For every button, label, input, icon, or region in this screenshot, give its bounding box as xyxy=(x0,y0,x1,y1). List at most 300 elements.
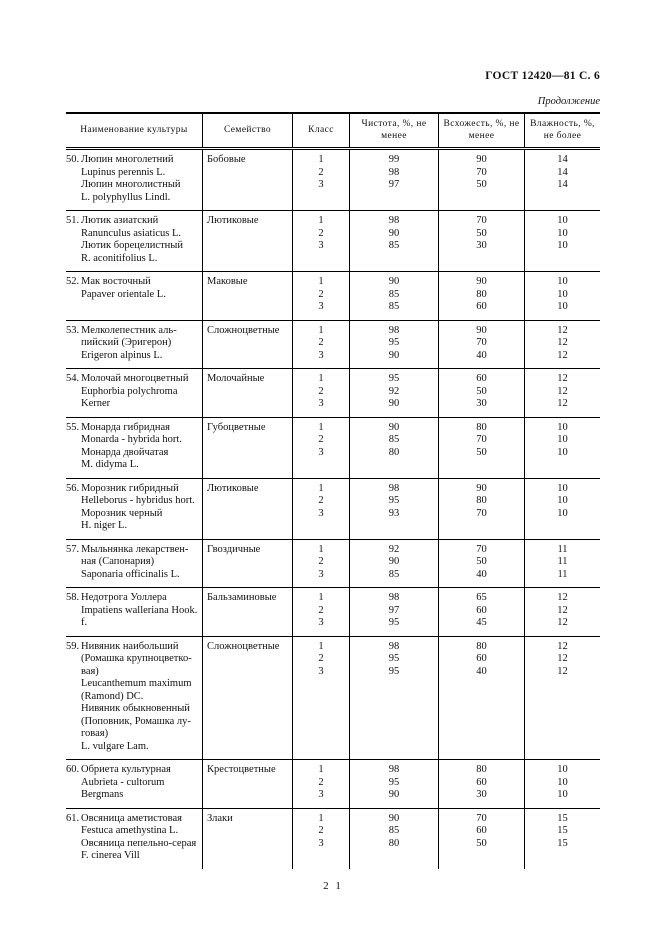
purity-value: 95 xyxy=(388,776,400,788)
culture-name-cell xyxy=(66,637,203,760)
family-cell xyxy=(203,540,293,588)
germination-cell xyxy=(439,369,525,417)
moisture-value: 14 xyxy=(557,154,568,165)
germination-value: 80 xyxy=(476,421,487,433)
germination-value: 40 xyxy=(476,568,487,580)
moisture-value: 12 xyxy=(557,349,568,361)
germination-value: 90 xyxy=(476,276,487,287)
germination-value: 90 xyxy=(476,154,487,165)
culture-name-cell xyxy=(66,211,203,271)
column-header-germination: Всхожесть, %, не менее xyxy=(439,114,525,147)
moisture-value: 11 xyxy=(557,568,568,580)
table-row xyxy=(66,587,600,636)
culture-name-line: Papaver orientale L. xyxy=(81,288,166,300)
moisture-value: 10 xyxy=(557,789,568,800)
purity-cell xyxy=(350,809,439,869)
classes-value: 3 xyxy=(318,837,324,849)
germination-value: 60 xyxy=(476,653,487,664)
moisture-value: 14 xyxy=(557,166,568,178)
purity-value: 85 xyxy=(388,568,400,580)
moisture-value: 10 xyxy=(557,215,568,226)
germination-value: 60 xyxy=(476,373,487,384)
germination-cell xyxy=(439,540,525,588)
germination-value: 60 xyxy=(476,825,487,836)
classes-value: 1 xyxy=(318,215,324,226)
culture-name-line: Монарда двойчатая xyxy=(81,446,169,458)
purity-value: 98 xyxy=(388,592,400,603)
table-row xyxy=(66,150,600,210)
germination-cell xyxy=(439,588,525,636)
purity-cell xyxy=(350,150,439,210)
moisture-value: 15 xyxy=(557,825,568,836)
table-row xyxy=(66,271,600,320)
continuation-label: Продолжение xyxy=(537,96,600,107)
culture-name-text: Мак восточный xyxy=(81,276,151,287)
classes-value: 1 xyxy=(318,764,324,775)
culture-name-line: Saponaria officinalis L. xyxy=(81,568,180,580)
table-row xyxy=(66,808,600,869)
table-row xyxy=(66,210,600,271)
page-number: 2 1 xyxy=(323,879,343,892)
culture-name-line: Kerner xyxy=(81,398,111,409)
culture-name-line: Monarda - hybrida hort. xyxy=(81,434,182,445)
purity-value: 95 xyxy=(388,373,400,384)
culture-name-line xyxy=(66,215,202,228)
classes-value: 3 xyxy=(318,446,324,458)
classes-value: 2 xyxy=(318,776,324,788)
family-cell xyxy=(203,369,293,417)
germination-value: 40 xyxy=(476,665,487,677)
culture-name-line: Овсяница пепельно-серая xyxy=(81,837,197,849)
purity-cell xyxy=(350,760,439,808)
class-cell xyxy=(293,321,350,369)
row-number: 52. xyxy=(66,276,80,287)
purity-value: 98 xyxy=(388,215,400,226)
germination-value: 70 xyxy=(476,166,487,178)
purity-cell xyxy=(350,321,439,369)
moisture-value: 12 xyxy=(557,373,568,384)
germination-value: 70 xyxy=(476,215,487,226)
culture-name-line xyxy=(66,544,202,557)
classes-value: 2 xyxy=(318,288,324,300)
culture-name-text: Обриета культурная xyxy=(81,764,171,775)
moisture-value: 12 xyxy=(557,653,568,664)
purity-value: 85 xyxy=(388,825,400,836)
moisture-value: 10 xyxy=(557,421,568,433)
purity-value: 98 xyxy=(388,640,400,652)
germination-value: 70 xyxy=(476,812,487,824)
moisture-cell xyxy=(525,540,600,588)
culture-name-line: вая) xyxy=(81,665,99,677)
culture-name-line: Лютик борецелистный xyxy=(81,240,183,251)
germination-value: 50 xyxy=(476,446,487,458)
culture-name-line: ная (Сапонария) xyxy=(81,556,155,567)
purity-value: 98 xyxy=(388,324,400,336)
culture-name-line: Helleborus - hybridus hort. xyxy=(81,495,195,506)
purity-value: 95 xyxy=(388,653,400,664)
moisture-value: 14 xyxy=(557,179,568,190)
moisture-value: 12 xyxy=(557,324,568,336)
class-cell xyxy=(293,418,350,478)
family-name: Крестоцветные xyxy=(207,764,276,775)
column-header-family: Семейство xyxy=(203,114,293,147)
culture-name-line: H. niger L. xyxy=(81,520,128,531)
purity-value: 98 xyxy=(388,482,400,494)
family-cell xyxy=(203,479,293,539)
culture-name-line: Нивяник обыкновенный xyxy=(81,703,190,714)
purity-cell xyxy=(350,637,439,760)
purity-value: 85 xyxy=(388,434,400,445)
classes-value: 1 xyxy=(318,421,324,433)
family-name: Молочайные xyxy=(207,373,265,384)
germination-value: 65 xyxy=(476,592,487,603)
purity-value: 95 xyxy=(388,495,400,506)
family-cell xyxy=(203,418,293,478)
germination-value: 50 xyxy=(476,227,487,239)
classes-value: 3 xyxy=(318,617,324,628)
culture-name-line: Lupinus perennis L. xyxy=(81,166,166,178)
culture-name-line: Ranunculus asiaticus L. xyxy=(81,227,182,239)
culture-name-text: Люпин многолетний xyxy=(81,154,174,165)
class-cell xyxy=(293,369,350,417)
germination-value: 80 xyxy=(476,764,487,775)
family-name: Бобовые xyxy=(207,154,246,165)
seed-quality-table xyxy=(66,112,600,869)
column-header-purity: Чистота, %, не менее xyxy=(350,114,439,147)
germination-value: 50 xyxy=(476,837,487,849)
classes-value: 3 xyxy=(318,398,324,409)
germination-value: 70 xyxy=(476,543,487,555)
table-row xyxy=(66,636,600,760)
culture-name-line: (Ramond) DC. xyxy=(81,690,144,702)
moisture-cell xyxy=(525,321,600,369)
purity-value: 98 xyxy=(388,166,400,178)
germination-value: 90 xyxy=(476,482,487,494)
culture-name-line: Festuca amethystina L. xyxy=(81,825,179,836)
culture-name-text: Овсяница аметистовая xyxy=(81,812,182,824)
germination-cell xyxy=(439,272,525,320)
classes-value: 2 xyxy=(318,604,324,616)
classes-value: 3 xyxy=(318,507,324,519)
family-cell xyxy=(203,211,293,271)
family-cell xyxy=(203,760,293,808)
culture-name-text: Монарда гибридная xyxy=(81,421,170,433)
purity-value: 90 xyxy=(388,789,400,800)
purity-value: 93 xyxy=(388,507,400,519)
row-number: 60. xyxy=(66,764,80,775)
germination-cell xyxy=(439,418,525,478)
purity-value: 99 xyxy=(388,154,400,165)
purity-value: 95 xyxy=(388,617,400,628)
purity-value: 90 xyxy=(388,556,400,567)
moisture-cell xyxy=(525,150,600,210)
culture-name-line xyxy=(66,813,202,826)
moisture-value: 10 xyxy=(557,446,568,458)
culture-name-cell xyxy=(66,809,203,869)
culture-name-cell xyxy=(66,272,203,320)
table-row xyxy=(66,759,600,808)
table-row xyxy=(66,539,600,588)
moisture-value: 10 xyxy=(557,227,568,239)
classes-value: 2 xyxy=(318,385,324,397)
moisture-value: 10 xyxy=(557,507,568,519)
moisture-value: 12 xyxy=(557,398,568,409)
moisture-value: 11 xyxy=(557,556,568,567)
purity-value: 85 xyxy=(388,240,400,251)
gost-standard-header: ГОСТ 12420—81 С. 6 xyxy=(485,70,600,82)
culture-name-text: Лютик азиатский xyxy=(81,215,159,226)
germination-value: 60 xyxy=(476,776,487,788)
moisture-cell xyxy=(525,760,600,808)
class-cell xyxy=(293,150,350,210)
culture-name-cell xyxy=(66,321,203,369)
family-cell xyxy=(203,150,293,210)
culture-name-line: R. aconitifolius L. xyxy=(81,252,158,264)
germination-value: 45 xyxy=(476,617,487,628)
purity-value: 85 xyxy=(388,288,400,300)
purity-value: 98 xyxy=(388,764,400,775)
purity-value: 90 xyxy=(388,421,400,433)
germination-cell xyxy=(439,809,525,869)
column-header-culture-name: Наименование культуры xyxy=(66,114,203,147)
column-header-class: Класс xyxy=(293,114,350,147)
germination-cell xyxy=(439,760,525,808)
classes-value: 3 xyxy=(318,349,324,361)
culture-name-line: M. didyma L. xyxy=(81,459,139,470)
classes-value: 1 xyxy=(318,592,324,603)
moisture-value: 10 xyxy=(557,495,568,506)
row-number: 59. xyxy=(66,640,80,652)
moisture-cell xyxy=(525,272,600,320)
moisture-value: 10 xyxy=(557,764,568,775)
culture-name-cell xyxy=(66,540,203,588)
purity-value: 90 xyxy=(388,276,400,287)
row-number: 55. xyxy=(66,421,80,433)
culture-name-line: (Поповник, Ромашка лу- xyxy=(81,715,191,727)
culture-name-line: (Ромашка крупноцветко- xyxy=(81,653,192,664)
culture-name-line xyxy=(66,764,202,777)
culture-name-cell xyxy=(66,760,203,808)
family-name: Губоцветные xyxy=(207,421,266,433)
purity-value: 92 xyxy=(388,543,400,555)
classes-value: 3 xyxy=(318,240,324,251)
moisture-value: 15 xyxy=(557,812,568,824)
moisture-value: 12 xyxy=(557,337,568,348)
row-number: 53. xyxy=(66,324,80,336)
purity-cell xyxy=(350,479,439,539)
purity-value: 85 xyxy=(388,301,400,312)
moisture-value: 12 xyxy=(557,604,568,616)
row-number: 57. xyxy=(66,543,80,555)
classes-value: 2 xyxy=(318,227,324,239)
moisture-value: 11 xyxy=(557,543,568,555)
classes-value: 1 xyxy=(318,276,324,287)
classes-value: 1 xyxy=(318,640,324,652)
culture-name-line: L. vulgare Lam. xyxy=(81,740,149,752)
purity-value: 80 xyxy=(388,837,400,849)
family-name: Лютиковые xyxy=(207,215,259,226)
table-row xyxy=(66,320,600,369)
classes-value: 1 xyxy=(318,154,324,165)
culture-name-text: Мелколепестник аль- xyxy=(81,324,177,336)
culture-name-line: Erigeron alpinus L. xyxy=(81,349,163,361)
germination-value: 30 xyxy=(476,240,487,251)
family-name: Злаки xyxy=(207,812,233,824)
purity-value: 95 xyxy=(388,337,400,348)
moisture-cell xyxy=(525,418,600,478)
moisture-value: 10 xyxy=(557,776,568,788)
purity-value: 97 xyxy=(388,604,400,616)
family-cell xyxy=(203,272,293,320)
culture-name-cell xyxy=(66,418,203,478)
family-cell xyxy=(203,809,293,869)
germination-cell xyxy=(439,150,525,210)
germination-cell xyxy=(439,479,525,539)
classes-value: 2 xyxy=(318,337,324,348)
moisture-value: 10 xyxy=(557,276,568,287)
moisture-value: 10 xyxy=(557,434,568,445)
culture-name-text: Мыльнянка лекарствен- xyxy=(81,543,189,555)
classes-value: 2 xyxy=(318,434,324,445)
moisture-value: 12 xyxy=(557,640,568,652)
germination-value: 70 xyxy=(476,434,487,445)
culture-name-text: Недотрога Уоллера xyxy=(81,592,167,603)
culture-name-text: Молочай многоцветный xyxy=(81,373,189,384)
row-number: 56. xyxy=(66,482,80,494)
classes-value: 3 xyxy=(318,789,324,800)
germination-cell xyxy=(439,637,525,760)
class-cell xyxy=(293,809,350,869)
class-cell xyxy=(293,211,350,271)
germination-value: 30 xyxy=(476,789,487,800)
culture-name-line xyxy=(66,592,202,605)
germination-cell xyxy=(439,321,525,369)
germination-cell xyxy=(439,211,525,271)
family-name: Сложноцветные xyxy=(207,324,280,336)
moisture-value: 12 xyxy=(557,592,568,603)
germination-value: 50 xyxy=(476,556,487,567)
family-name: Бальзаминовые xyxy=(207,592,277,603)
moisture-value: 15 xyxy=(557,837,568,849)
purity-value: 90 xyxy=(388,349,400,361)
purity-value: 90 xyxy=(388,812,400,824)
moisture-cell xyxy=(525,809,600,869)
purity-cell xyxy=(350,418,439,478)
classes-value: 1 xyxy=(318,373,324,384)
moisture-value: 12 xyxy=(557,385,568,397)
classes-value: 1 xyxy=(318,482,324,494)
classes-value: 2 xyxy=(318,653,324,664)
purity-cell xyxy=(350,369,439,417)
purity-cell xyxy=(350,540,439,588)
classes-value: 2 xyxy=(318,495,324,506)
moisture-value: 12 xyxy=(557,617,568,628)
classes-value: 2 xyxy=(318,825,324,836)
family-name: Сложноцветные xyxy=(207,640,280,652)
germination-value: 70 xyxy=(476,337,487,348)
classes-value: 3 xyxy=(318,301,324,312)
culture-name-line: Bergmans xyxy=(81,789,124,800)
culture-name-line xyxy=(66,276,202,289)
culture-name-line: Leucanthemum maximum xyxy=(81,678,192,689)
culture-name-cell xyxy=(66,369,203,417)
family-name: Маковые xyxy=(207,276,248,287)
row-number: 51. xyxy=(66,215,80,226)
germination-value: 50 xyxy=(476,179,487,190)
purity-value: 80 xyxy=(388,446,400,458)
table-header-row xyxy=(66,114,600,150)
class-cell xyxy=(293,637,350,760)
family-name: Гвоздичные xyxy=(207,543,261,555)
purity-cell xyxy=(350,211,439,271)
moisture-value: 10 xyxy=(557,240,568,251)
class-cell xyxy=(293,272,350,320)
culture-name-text: Нивяник наибольший xyxy=(81,640,179,652)
culture-name-line xyxy=(66,483,202,496)
germination-value: 90 xyxy=(476,324,487,336)
moisture-value: 10 xyxy=(557,482,568,494)
table-body xyxy=(66,150,600,869)
row-number: 61. xyxy=(66,812,80,824)
class-cell xyxy=(293,540,350,588)
classes-value: 2 xyxy=(318,166,324,178)
family-cell xyxy=(203,321,293,369)
purity-value: 90 xyxy=(388,227,400,239)
purity-value: 97 xyxy=(388,179,400,190)
germination-value: 40 xyxy=(476,349,487,361)
culture-name-cell xyxy=(66,588,203,636)
classes-value: 1 xyxy=(318,812,324,824)
table-row xyxy=(66,478,600,539)
purity-value: 92 xyxy=(388,385,400,397)
culture-name-line xyxy=(66,422,202,435)
column-header-moisture: Влажность, %, не более xyxy=(530,119,595,141)
purity-value: 90 xyxy=(388,398,400,409)
culture-name-line: Морозник черный xyxy=(81,507,163,519)
germination-value: 60 xyxy=(476,301,487,312)
culture-name-line: пийский (Эригерон) xyxy=(81,337,172,348)
germination-value: 80 xyxy=(476,495,487,506)
classes-value: 1 xyxy=(318,543,324,555)
row-number: 50. xyxy=(66,154,80,165)
culture-name-line xyxy=(66,641,202,654)
germination-value: 30 xyxy=(476,398,487,409)
classes-value: 1 xyxy=(318,324,324,336)
culture-name-cell xyxy=(66,479,203,539)
culture-name-line: Люпин многолистный xyxy=(81,179,181,190)
purity-cell xyxy=(350,588,439,636)
culture-name-line xyxy=(66,154,202,167)
class-cell xyxy=(293,588,350,636)
row-number: 58. xyxy=(66,592,80,603)
germination-value: 50 xyxy=(476,385,487,397)
culture-name-cell xyxy=(66,150,203,210)
germination-value: 60 xyxy=(476,604,487,616)
class-cell xyxy=(293,760,350,808)
table-row xyxy=(66,417,600,478)
moisture-value: 10 xyxy=(557,301,568,312)
family-cell xyxy=(203,588,293,636)
family-name: Лютиковые xyxy=(207,482,259,494)
germination-value: 80 xyxy=(476,288,487,300)
culture-name-line: F. cinerea Vill xyxy=(81,850,140,861)
classes-value: 3 xyxy=(318,568,324,580)
moisture-cell xyxy=(525,369,600,417)
moisture-cell xyxy=(525,479,600,539)
germination-value: 70 xyxy=(476,507,487,519)
class-cell xyxy=(293,479,350,539)
germination-value: 80 xyxy=(476,640,487,652)
